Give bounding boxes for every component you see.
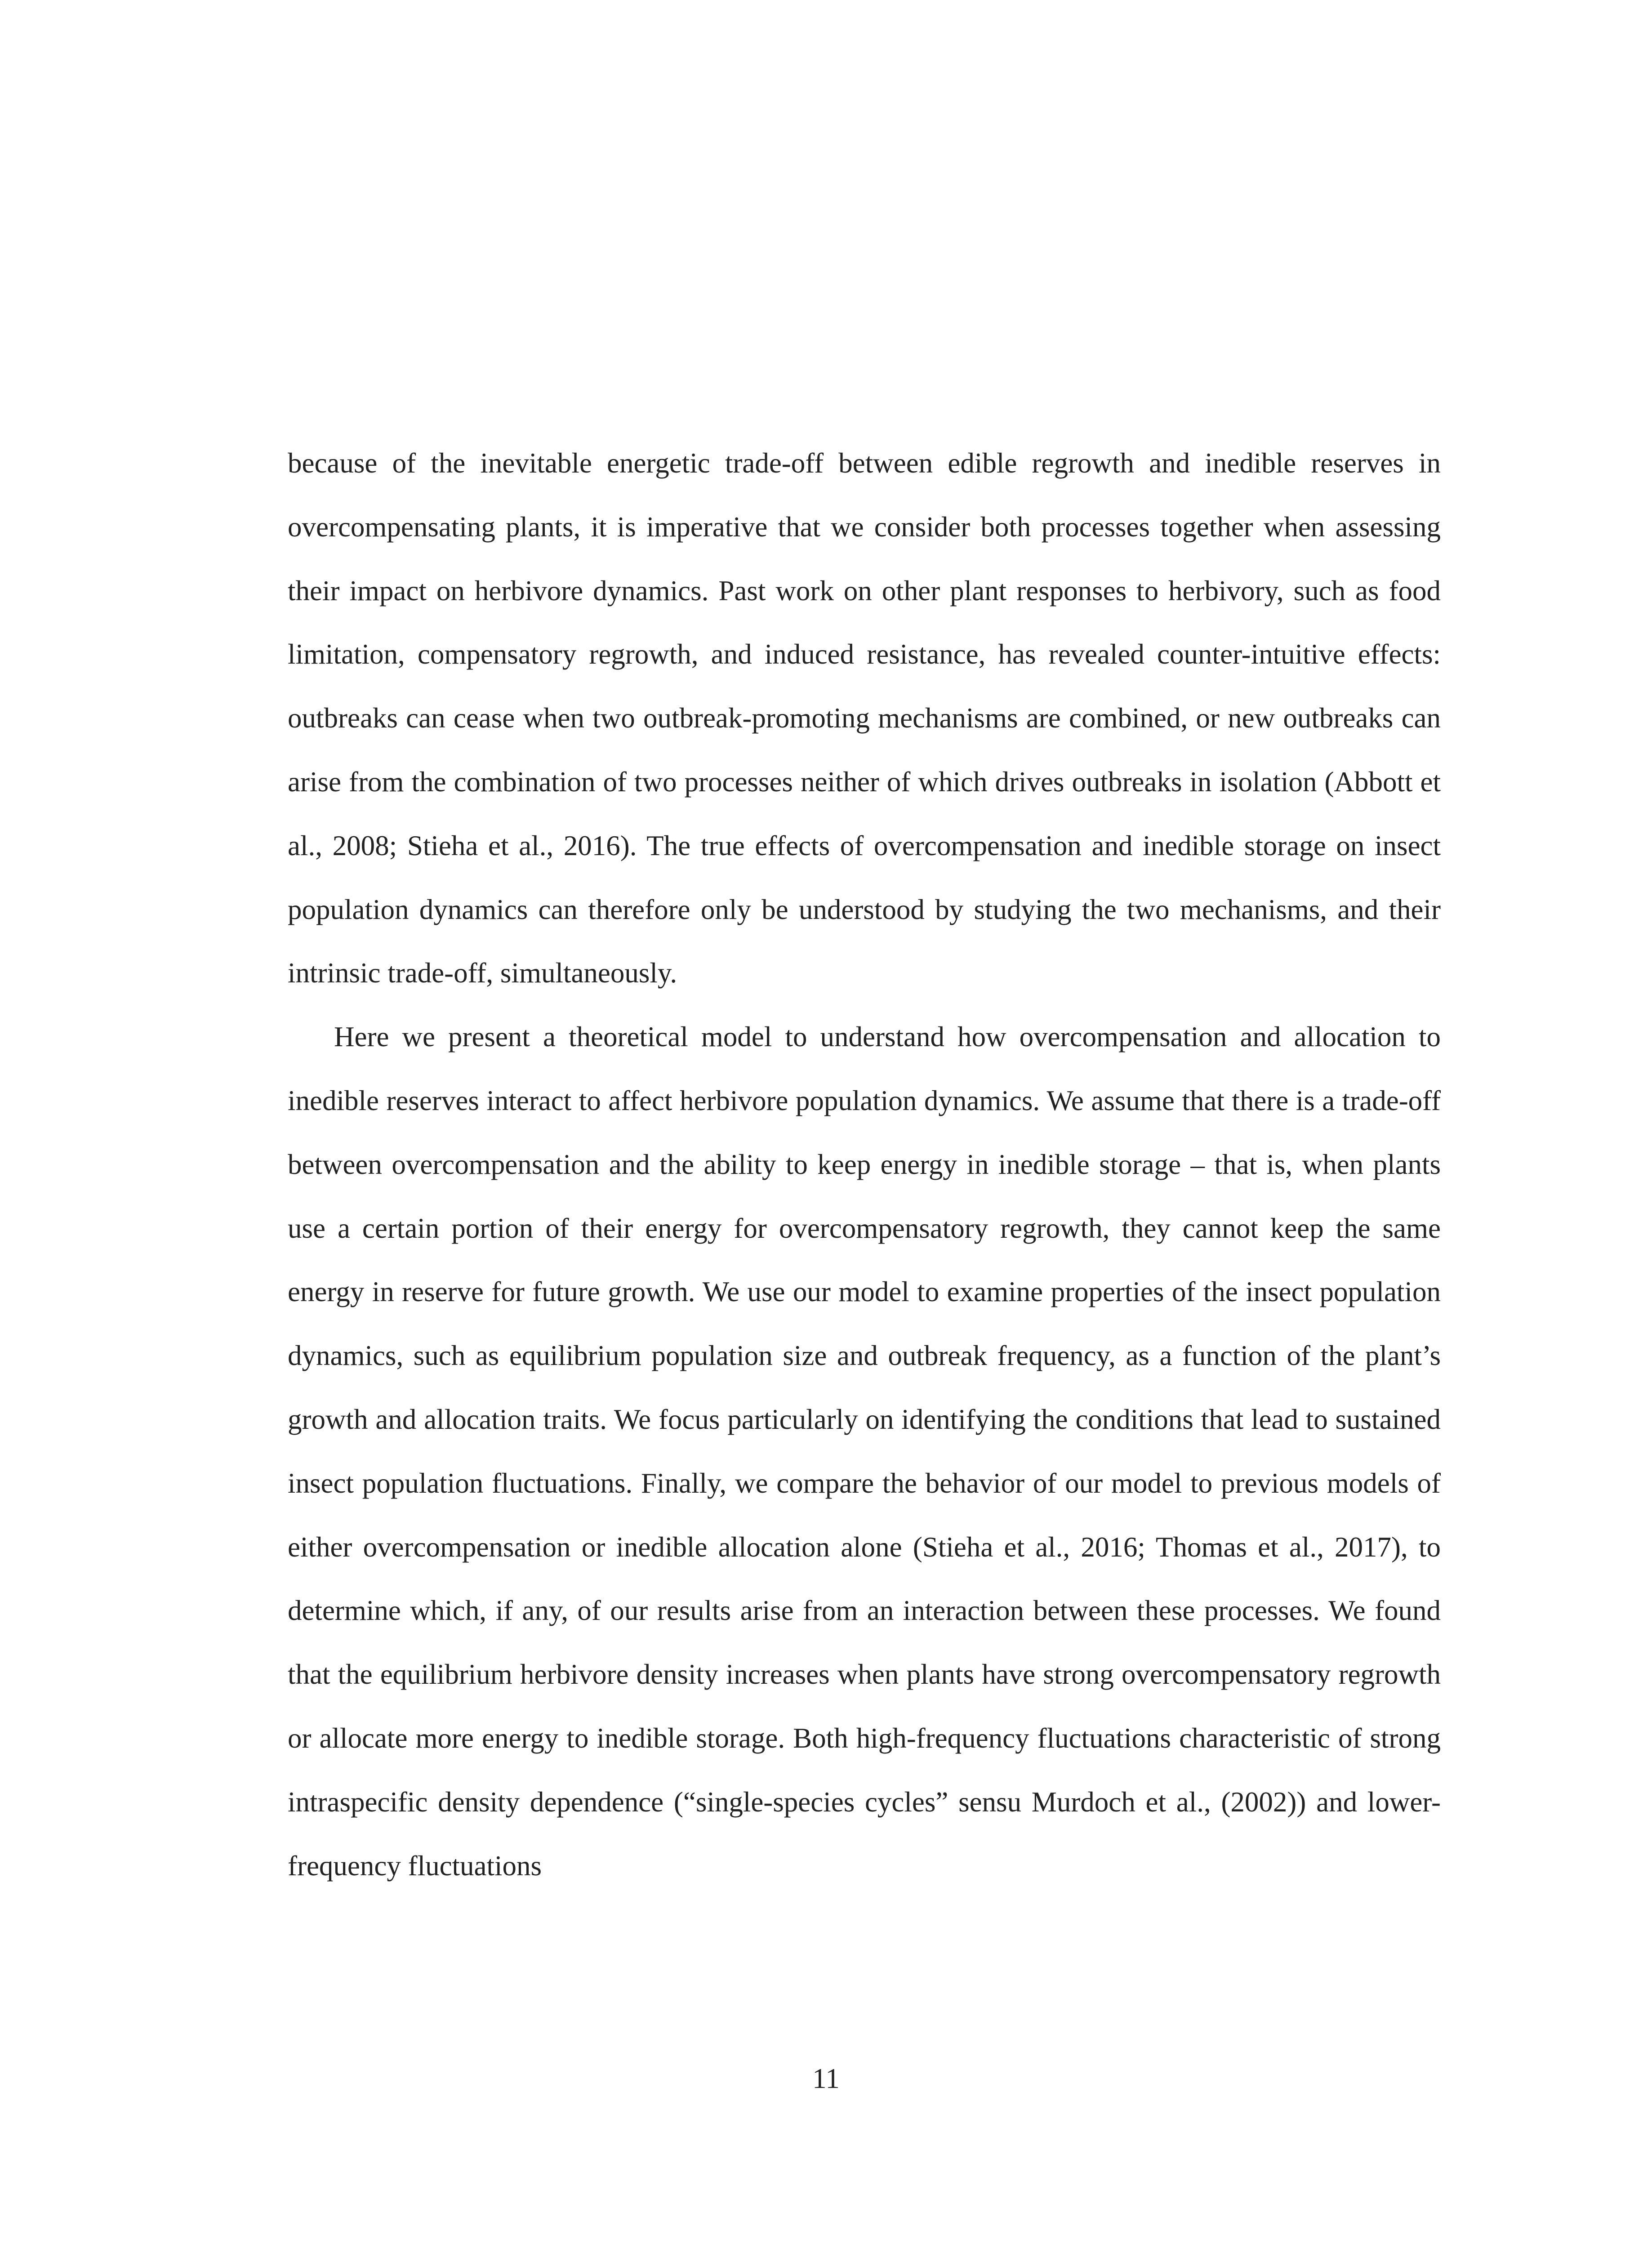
paragraph: Here we present a theoretical model to understand how overcompensation and allocation to inedible reserves interact to affect herbivore population dynamics. We assume that there is a trade-off between overcompensation and the ability to keep energy in inedible storage – that is, when plants use a certain portion of their energy for overcompensatory regrowth, they cannot keep the same energy in reserve for future growth. We use our model to examine properties of the insect population dynamics, such as equilibrium population size and outbreak frequency, as a function of the plant’s growth and allocation traits. We focus particularly on identifying the conditions that lead to sustained insect population fluctuations. Finally, we compare the behavior of our model to previous models of either overcompensation or inedible allocation alone (Stieha et al., 2016; Thomas et al., 2017), to determine which, if any, of our results arise from an interaction between these processes. We found that the equilibrium herbivore density increases when plants have strong overcompensatory regrowth or allocate more energy to inedible storage. Both high-frequency fluctuations characteristic of strong intraspecific density dependence (“single-species cycles” sensu Murdoch et al., (2002)) and lower-frequency fluctuations: [288, 1021, 1441, 1882]
paragraph: because of the inevitable energetic trade-off between edible regrowth and inedible reserves in overcompensating plants, it is imperative that we consider both processes together when assessing their impact on herbivore dynamics. Past work on other plant responses to herbivory, such as food limitation, compensatory regrowth, and induced resistance, has revealed counter-intuitive effects: outbreaks can cease when two outbreak-promoting mechanisms are combined, or new outbreaks can arise from the combination of two processes neither of which drives outbreaks in isolation (Abbott et al., 2008; Stieha et al., 2016). The true effects of overcompensation and inedible storage on insect population dynamics can therefore only be understood by studying the two mechanisms, and their intrinsic trade-off, simultaneously.: [288, 447, 1441, 989]
page-number: 11: [812, 2063, 840, 2094]
body-text: [288, 432, 1441, 1898]
